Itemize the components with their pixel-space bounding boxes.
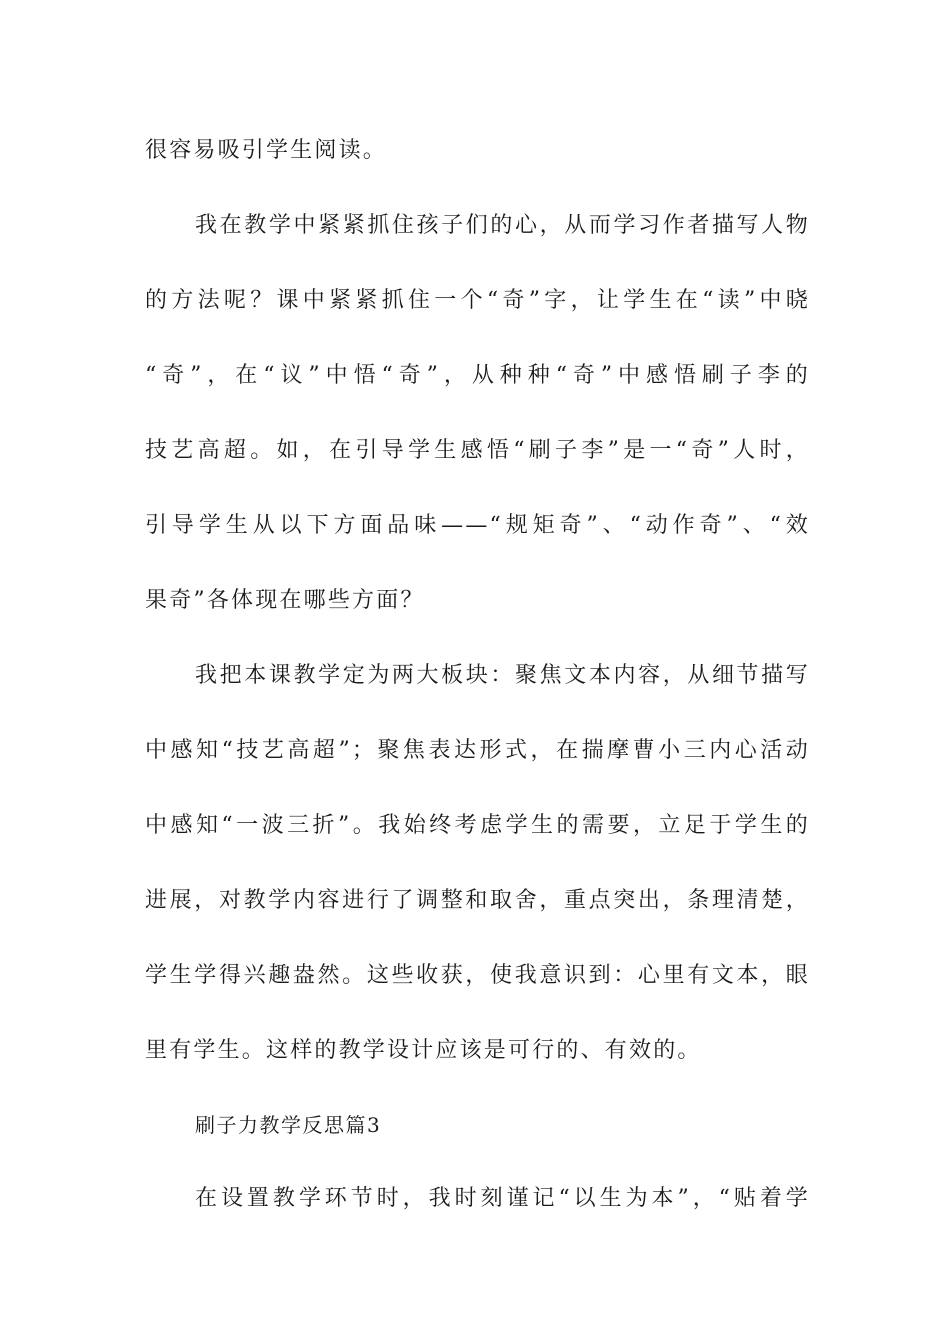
paragraph-line: 在设置教学环节时，我时刻谨记“以生为本”，“贴着学 <box>195 1186 810 1211</box>
paragraph-line: “奇”，在“议”中悟“奇”，从种种“奇”中感悟刷子李的 <box>145 363 810 388</box>
paragraph-line: 学生学得兴趣盎然。这些收获，使我意识到：心里有文本，眼 <box>145 963 810 988</box>
section-heading: 刷子力教学反思篇3 <box>195 1113 382 1137</box>
paragraph-line: 的方法呢？课中紧紧抓住一个“奇”字，让学生在“读”中晓 <box>145 288 810 313</box>
paragraph-line: 中感知“技艺高超”；聚焦表达形式，在揣摩曹小三内心活动 <box>145 738 810 763</box>
paragraph-line: 进展，对教学内容进行了调整和取舍，重点突出，条理清楚， <box>145 888 810 913</box>
paragraph-line: 我在教学中紧紧抓住孩子们的心，从而学习作者描写人物 <box>195 213 810 238</box>
paragraph-line: 引导学生从以下方面品味——“规矩奇”、“动作奇”、“效 <box>145 513 810 538</box>
paragraph-line: 中感知“一波三折”。我始终考虑学生的需要，立足于学生的 <box>145 813 810 838</box>
paragraph-line: 果奇”各体现在哪些方面？ <box>145 588 425 613</box>
paragraph-line: 我把本课教学定为两大板块：聚焦文本内容，从细节描写 <box>195 663 810 688</box>
paragraph-line: 里有学生。这样的教学设计应该是可行的、有效的。 <box>145 1038 702 1063</box>
paragraph-line: 技艺高超。如，在引导学生感悟“刷子李”是一“奇”人时， <box>145 438 810 463</box>
paragraph-line: 很容易吸引学生阅读。 <box>145 138 388 163</box>
